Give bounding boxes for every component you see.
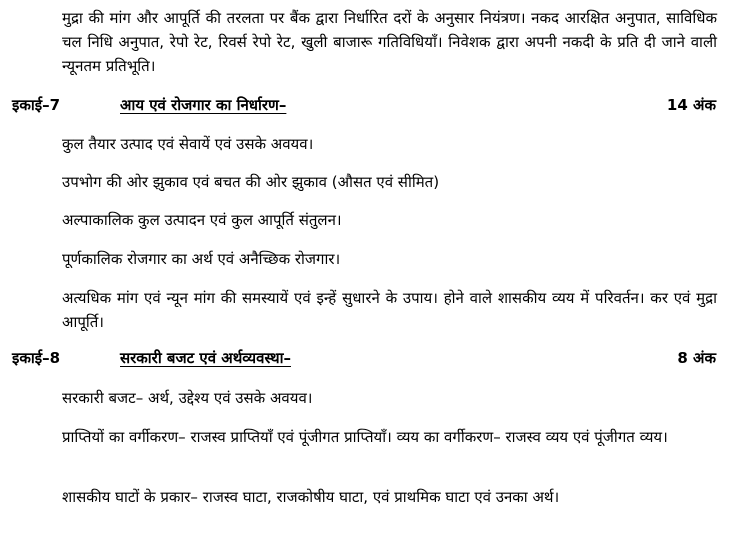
- unit-7-item-1: कुल तैयार उत्पाद एवं सेवायें एवं उसके अवयव।: [62, 135, 314, 153]
- unit-7-item-4: पूर्णकालिक रोजगार का अर्थ एवं अनैच्छिक रोजगार।: [62, 250, 341, 268]
- unit-8-title: सरकारी बजट एवं अर्थव्यवस्था–: [120, 349, 291, 367]
- unit-7-item-3: अल्पाकालिक कुल उत्पादन एवं कुल आपूर्ति संतुलन।: [62, 211, 342, 229]
- unit-8-number: इकाई–8: [12, 349, 61, 367]
- unit-8-heading: [12, 346, 716, 370]
- unit-8-item-1: सरकारी बजट– अर्थ, उद्देश्य एवं उसके अवयव।: [62, 389, 313, 407]
- unit-7-item-5: अत्यधिक मांग एवं न्यून मांग की समस्यायें एवं इन्हें सुधारने के उपाय। होने वाले शासकीय व्यय में परिवर्तन। कर एवं मुद्रा आपूर्ति।: [62, 289, 717, 331]
- unit-8-marks: 8 अंक: [677, 349, 716, 367]
- unit-7-marks: 14 अंक: [666, 96, 716, 114]
- unit-8-item-2: प्राप्तियों का वर्गीकरण– राजस्व प्राप्तियाँ एवं पूंजीगत प्राप्तियाँ। व्यय का वर्गीकरण– राजस्व व्यय एवं पूंजीगत व्यय।: [62, 428, 668, 446]
- unit-7-number: इकाई–7: [12, 96, 61, 114]
- unit-8-item-3: शासकीय घाटों के प्रकार– राजस्व घाटा, राजकोषीय घाटा, एवं प्राथमिक घाटा एवं उनका अर्थ।: [62, 488, 560, 506]
- intro-paragraph: मुद्रा की मांग और आपूर्ति की तरलता पर बैंक द्वारा निर्धारित दरों के अनुसार नियंत्रण। नकद आरक्षित अनुपात, साविधिक चल निधि अनुपात, रेपो रेट, रिवर्स रेपो रेट, खुली बाजारू गतिविधियाँ। निवेशक द्वारा अपनी नकदी के प्रति दी जाने वाली न्यूनतम प्रतिभूति।: [62, 9, 717, 75]
- unit-7-item-2: उपभोग की ओर झुकाव एवं बचत की ओर झुकाव (औसत एवं सीमित): [62, 173, 440, 191]
- unit-7-heading: [12, 93, 716, 117]
- unit-7-title: आय एवं रोजगार का निर्धारण–: [120, 96, 287, 114]
